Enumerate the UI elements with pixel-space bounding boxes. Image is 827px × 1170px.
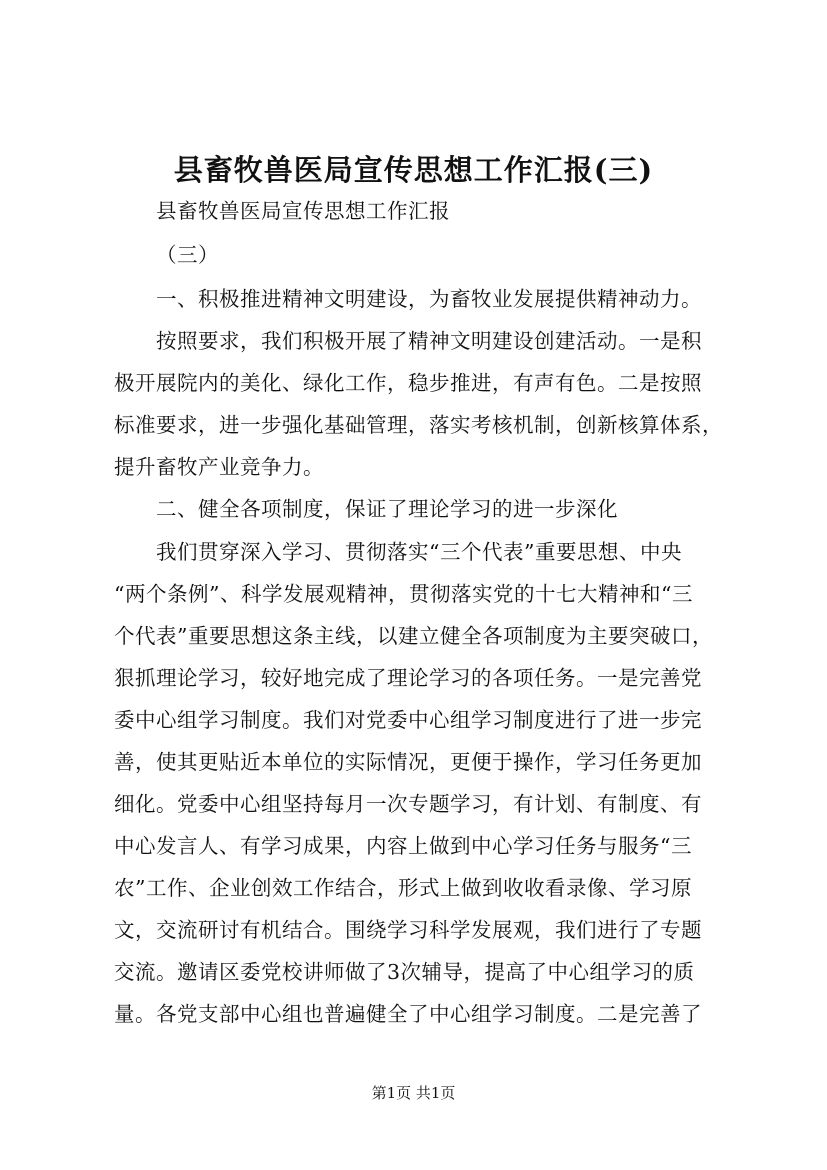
section-heading-1: 一、积极推进精神文明建设，为畜牧业发展提供精神动力。: [156, 287, 702, 311]
paragraph-line: 按照要求，我们积极开展了精神文明建设创建活动。一是积: [156, 329, 702, 353]
paragraph-line: 交流。邀请区委党校讲师做了3次辅导，提高了中心组学习的质: [114, 960, 695, 984]
paragraph-line: 量。各党支部中心组也普遍健全了中心组学习制度。二是完善了: [114, 1002, 702, 1026]
section-heading-2: 二、健全各项制度，保证了理论学习的进一步深化: [156, 497, 618, 521]
subtitle-number-line: （三）: [156, 243, 219, 267]
paragraph-line: 中心发言人、有学习成果，内容上做到中心学习任务与服务“三: [114, 834, 692, 858]
paragraph-line: “两个条例”、科学发展观精神，贯彻落实党的十七大精神和“三: [114, 582, 693, 606]
paragraph-line: 细化。党委中心组坚持每月一次专题学习，有计划、有制度、有: [114, 792, 702, 816]
paragraph-line: 农”工作、企业创效工作结合，形式上做到收收看录像、学习原: [114, 876, 692, 900]
paragraph-line: 提升畜牧产业竞争力。: [114, 455, 324, 479]
subtitle-line: 县畜牧兽医局宣传思想工作汇报: [156, 199, 450, 223]
paragraph-line: 极开展院内的美化、绿化工作，稳步推进，有声有色。二是按照: [114, 371, 702, 395]
paragraph-line: 我们贯穿深入学习、贯彻落实“三个代表”重要思想、中央: [156, 540, 682, 564]
paragraph-line: 个代表”重要思想这条主线，以建立健全各项制度为主要突破口，: [114, 624, 713, 648]
paragraph-line: 善，使其更贴近本单位的实际情况，更便于操作，学习任务更加: [114, 750, 702, 774]
paragraph-line: 标准要求，进一步强化基础管理，落实考核机制，创新核算体系，: [114, 413, 723, 437]
paragraph-line: 文，交流研讨有机结合。围绕学习科学发展观，我们进行了专题: [114, 918, 702, 942]
page-footer: 第1页 共1页: [371, 1084, 456, 1102]
paragraph-line: 狠抓理论学习，较好地完成了理论学习的各项任务。一是完善党: [114, 666, 702, 690]
document-title: 县畜牧兽医局宣传思想工作汇报(三): [173, 153, 654, 187]
paragraph-line: 委中心组学习制度。我们对党委中心组学习制度进行了进一步完: [114, 708, 702, 732]
